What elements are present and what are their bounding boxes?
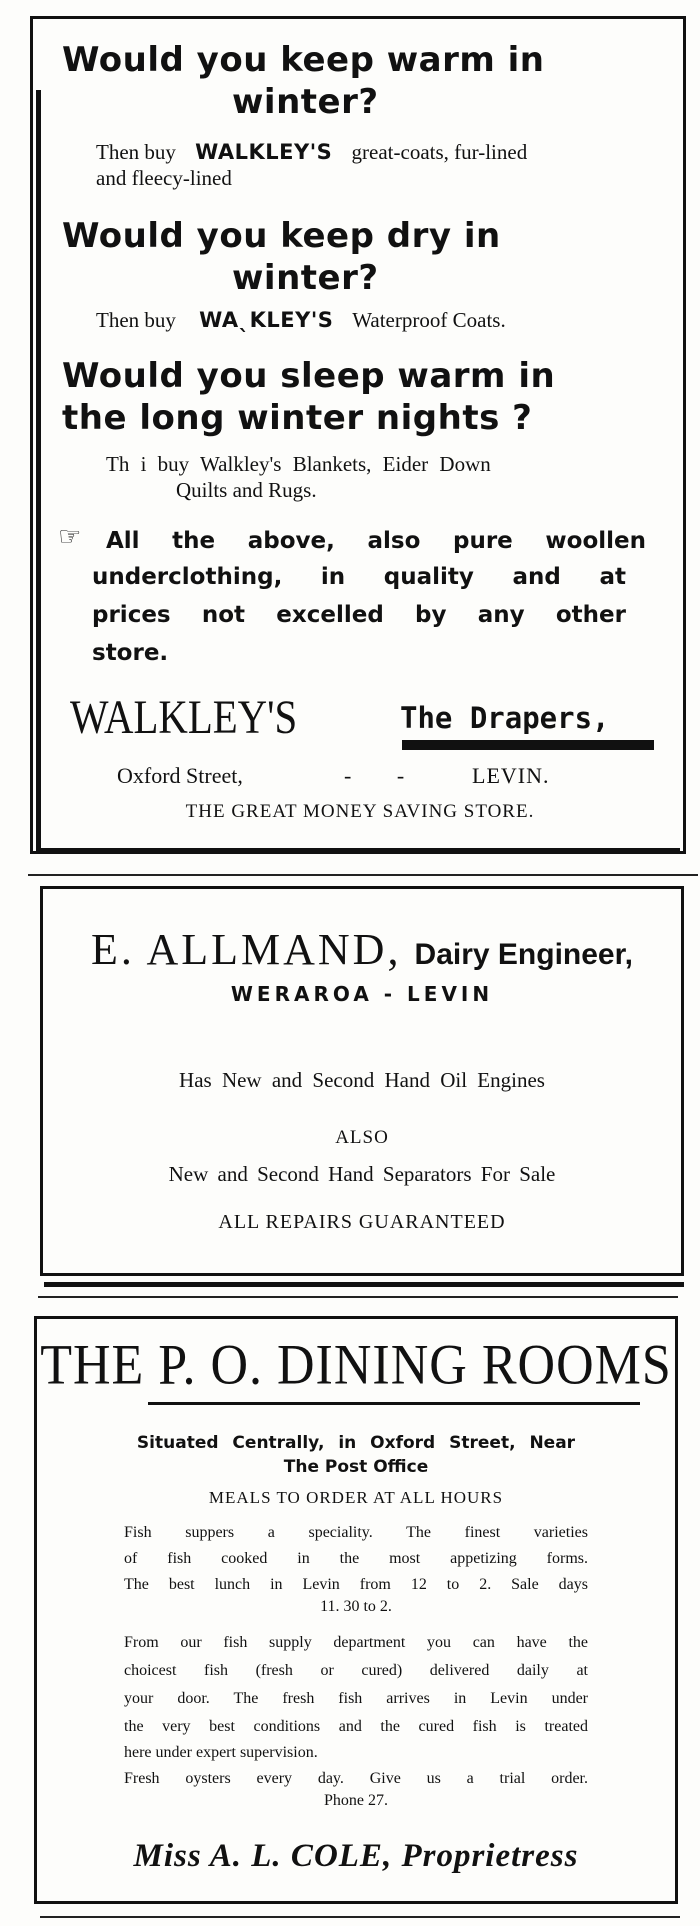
- walkleys-para-3-line1: Th i buy Walkley's Blankets, Eider Down: [106, 452, 491, 476]
- allmand-also: ALSO: [335, 1127, 389, 1148]
- walkleys-heading-2b: winter?: [232, 258, 379, 298]
- dining-p2-l5: here under expert supervision.: [124, 1744, 318, 1761]
- dining-p1-l4: 11. 30 to 2.: [320, 1598, 392, 1615]
- walkleys-para-2: [96, 308, 686, 332]
- dining-top-rule: [38, 1296, 678, 1298]
- walkleys-para-1: [96, 140, 686, 164]
- drapers-underline: [402, 740, 654, 750]
- walkleys-heading-3b: the long winter nights ?: [62, 398, 533, 438]
- walkleys-town: LEVIN.: [472, 763, 550, 788]
- walkleys-brand-2: WAˎKLEY'S: [199, 308, 334, 332]
- walkleys-para-2-post: Waterproof Coats.: [352, 308, 506, 332]
- walkleys-note-line2: underclothing, in quality and at: [92, 564, 626, 590]
- walkleys-heading-3a: Would you sleep warm in: [62, 356, 556, 396]
- walkleys-note-line3: prices not excelled by any other: [92, 602, 626, 628]
- allmand-line2: New and Second Hand Separators For Sale: [168, 1162, 556, 1186]
- dining-p2-l3: your door. The fresh fish arrives in Levin under: [124, 1690, 588, 1707]
- allmand-name-line: [40, 924, 684, 981]
- walkleys-street: Oxford Street,: [117, 763, 243, 788]
- allmand-name: E. ALLMAND,: [91, 925, 402, 974]
- walkleys-dashes: - -: [344, 763, 405, 788]
- allmand-line1: Has New and Second Hand Oil Engines: [179, 1068, 545, 1092]
- walkleys-slogan: THE GREAT MONEY SAVING STORE.: [185, 801, 535, 822]
- walkleys-name: WALKLEY'S: [70, 691, 298, 744]
- dining-p2-l1: From our fish supply department you can have the: [124, 1634, 588, 1651]
- dining-proprietor: Miss A. L. COLE, Proprietress: [133, 1838, 579, 1874]
- walkleys-bottom-rule: [40, 848, 680, 854]
- dining-p2-l6: Fresh oysters every day. Give us a trial order.: [124, 1770, 588, 1787]
- walkleys-heading-1a: Would you keep warm in: [62, 40, 545, 80]
- dining-p2-l4: the very best conditions and the cured fish is treated: [124, 1718, 588, 1735]
- allmand-bottom-rule: [44, 1282, 684, 1287]
- walkleys-heading-1b: winter?: [232, 82, 379, 122]
- walkleys-para-1-post: great-coats, fur-lined: [351, 140, 528, 164]
- walkleys-para-3-line2: Quilts and Rugs.: [176, 478, 317, 502]
- dining-phone: Phone 27.: [324, 1792, 388, 1809]
- walkleys-para-2-pre: Then buy: [96, 308, 176, 332]
- allmand-top-rule: [28, 874, 698, 876]
- allmand-location: WERAROA - LEVIN: [230, 982, 494, 1006]
- dining-title-rule: [148, 1402, 640, 1405]
- page-bottom-rule: [40, 1916, 680, 1918]
- dining-meals: MEALS TO ORDER AT ALL HOURS: [208, 1488, 504, 1507]
- dining-p1-l1: Fish suppers a speciality. The finest varieties: [124, 1524, 588, 1541]
- pointing-hand-icon: ☞: [58, 522, 82, 552]
- dining-p1-l2: of fish cooked in the most appetizing forms.: [124, 1550, 588, 1567]
- walkleys-note-line1: All the above, also pure woollen: [106, 528, 646, 554]
- ad-left-thick-border: [36, 90, 41, 852]
- dining-p1-l3: The best lunch in Levin from 12 to 2. Sale days: [124, 1576, 588, 1593]
- allmand-line3: ALL REPAIRS GUARANTEED: [218, 1211, 506, 1233]
- walkleys-brand: WALKLEY'S: [195, 140, 333, 164]
- drapers-label: The Drapers,: [400, 701, 610, 735]
- walkleys-heading-2a: Would you keep dry in: [62, 216, 501, 256]
- allmand-trade: Dairy Engineer,: [414, 938, 633, 971]
- dining-situated-line2: The Post Office: [283, 1457, 429, 1477]
- dining-title: THE P. O. DINING ROOMS: [40, 1334, 672, 1397]
- dining-situated-line1: Situated Centrally, in Oxford Street, Near: [136, 1433, 576, 1453]
- dining-p2-l2: choicest fish (fresh or cured) delivered daily at: [124, 1662, 588, 1679]
- walkleys-para-1-pre: Then buy: [96, 140, 176, 164]
- walkleys-para-1-line2: and fleecy-lined: [96, 166, 232, 190]
- walkleys-note-line4: store.: [92, 640, 169, 666]
